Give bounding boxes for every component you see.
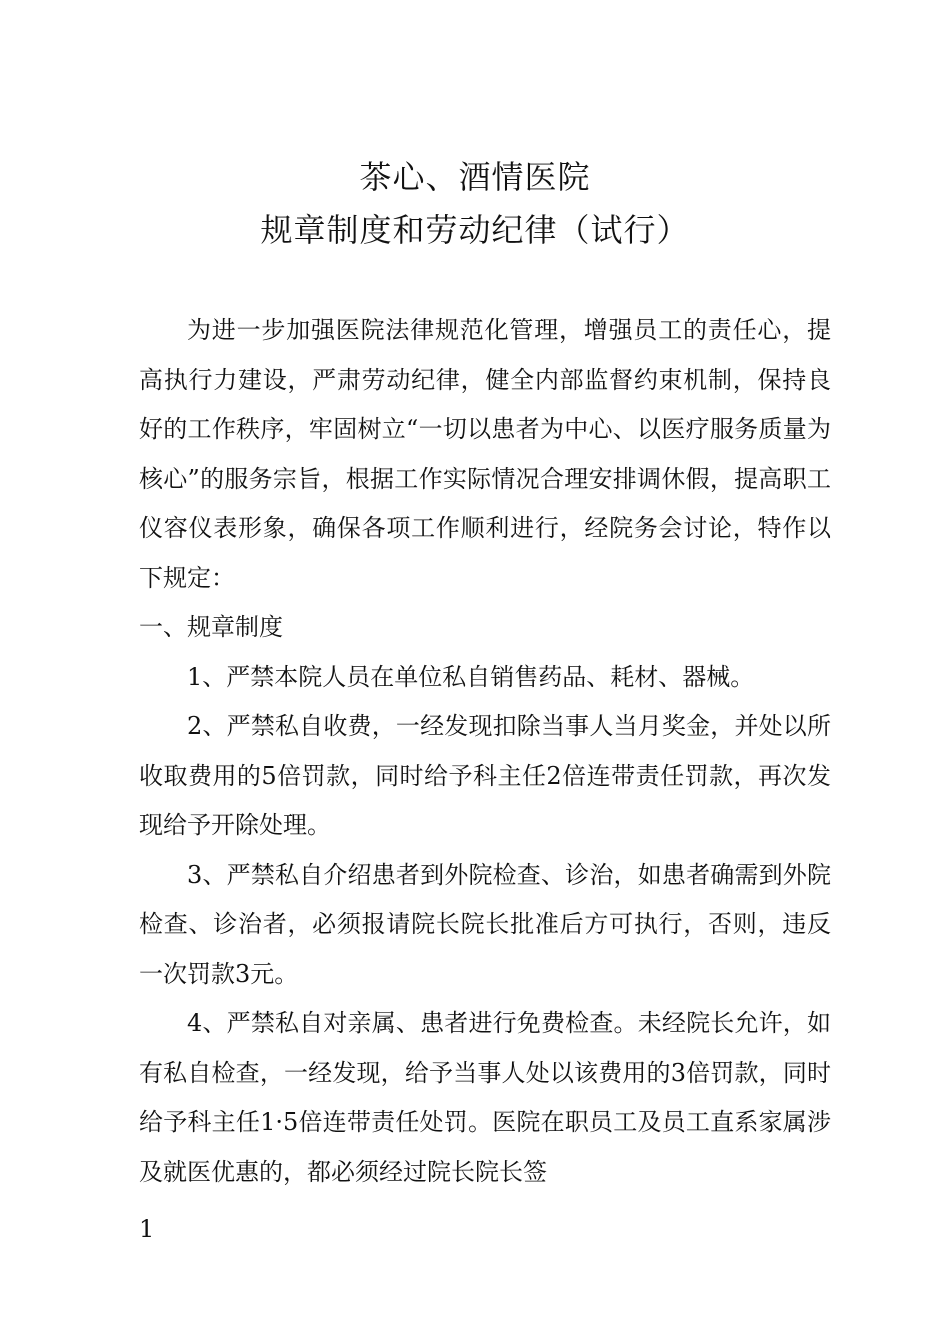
document-title-regulations: 规章制度和劳动纪律（试行） [260, 211, 690, 249]
section-heading: 一、规章制度 [139, 613, 283, 641]
rule-item-1: 1、严禁本院人员在单位私自销售药品、耗材、器械。 [187, 662, 755, 691]
document-title-hospital: 茶心、酒情医院 [359, 158, 591, 196]
document-body [139, 306, 831, 1197]
intro-paragraph: 为进一步加强医院法律规范化管理，增强员工的责任心，提高执行力建设，严肃劳动纪律，健全内部监督约束机制，保持良好的工作秩序，牢固树立“一切以患者为中心、以医疗服务质量为核心”的服务宗旨，根据工作实际情况合理安排调休假，提高职工仪容仪表形象，确保各项工作顺利进行，经院务会讨论，特作以下规定： [139, 316, 831, 592]
rule-item-4: 4、严禁私自对亲属、患者进行免费检查。未经院长允许，如有私自检查，一经发现，给予当事人处以该费用的3倍罚款，同时给予科主任1·5倍连带责任处罚。医院在职员工及员工直系家属涉及就医优惠的，都必须经过院长院长签 [139, 1009, 831, 1186]
page-number: 1 [139, 1215, 155, 1243]
rule-item-2: 2、严禁私自收费，一经发现扣除当事人当月奖金，并处以所收取费用的5倍罚款，同时给予科主任2倍连带责任罚款，再次发现给予开除处理。 [139, 712, 831, 839]
rule-item-3: 3、严禁私自介绍患者到外院检查、诊治，如患者确需到外院检查、诊治者，必须报请院长院长批准后方可执行，否则，违反一次罚款3元。 [139, 860, 831, 988]
